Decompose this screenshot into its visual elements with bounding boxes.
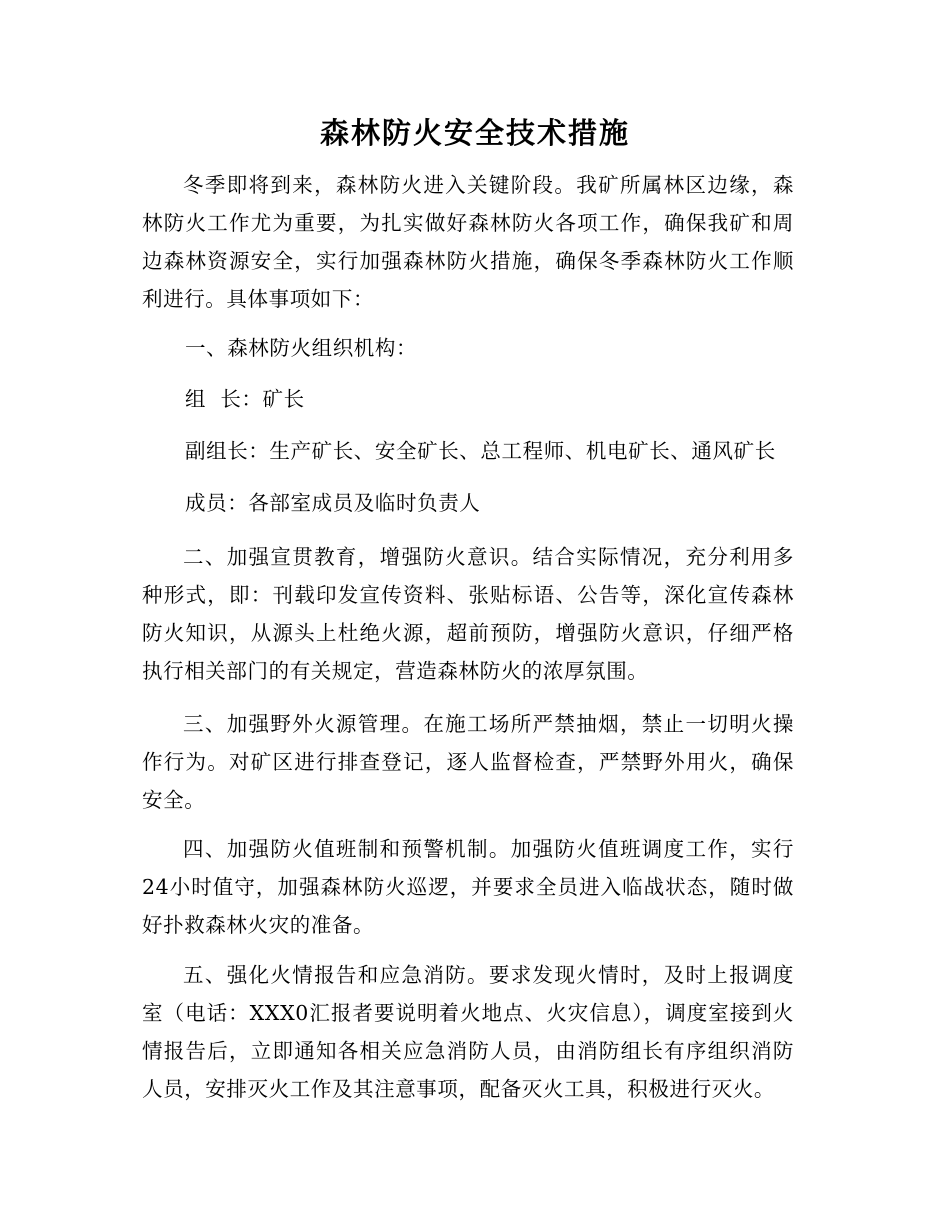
section-heading-organization: 一、森林防火组织机构： [185,336,418,360]
section-paragraph-report-emergency: 五、强化火情报告和应急消防。要求发现火情时，及时上报调度室（电话：XXX0汇报者要说明着火地点、火灾信息），调度室接到火情报告后，立即通知各相关应急消防人员，由消防组长有序组织消防人员，安排灭火工作及其注意事项，配备灭火工具，积极进行灭火。 [142,963,794,1101]
section-paragraph-publicity: 二、加强宣贯教育，增强防火意识。结合实际情况，充分利用多种形式，即：刊载印发宣传资料、张贴标语、公告等，深化宣传森林防火知识，从源头上杜绝火源，超前预防，增强防火意识，仔细严格执行相关部门的有关规定，营造森林防火的浓厚氛围。 [142,545,794,683]
section-paragraph-duty-warning: 四、加强防火值班制和预警机制。加强防火值班调度工作，实行24小时值守，加强森林防火巡逻，并要求全员进入临战状态，随时做好扑救森林火灾的准备。 [142,837,794,937]
org-deputy-leader-line: 副组长：生产矿长、安全矿长、总工程师、机电矿长、通风矿长 [185,439,776,463]
section-paragraph-fire-source: 三、加强野外火源管理。在施工场所严禁抽烟，禁止一切明火操作行为。对矿区进行排查登记，逐人监督检查，严禁野外用火，确保安全。 [142,712,794,812]
document-title: 森林防火安全技术措施 [319,116,630,150]
intro-paragraph: 冬季即将到来，森林防火进入关键阶段。我矿所属林区边缘，森林防火工作尤为重要，为扎实做好森林防火各项工作，确保我矿和周边森林资源安全，实行加强森林防火措施，确保冬季森林防火工作顺利进行。具体事项如下： [142,173,794,311]
org-leader-line: 组 长：矿长 [185,387,305,411]
org-members-line: 成员：各部室成员及临时负责人 [185,491,481,515]
